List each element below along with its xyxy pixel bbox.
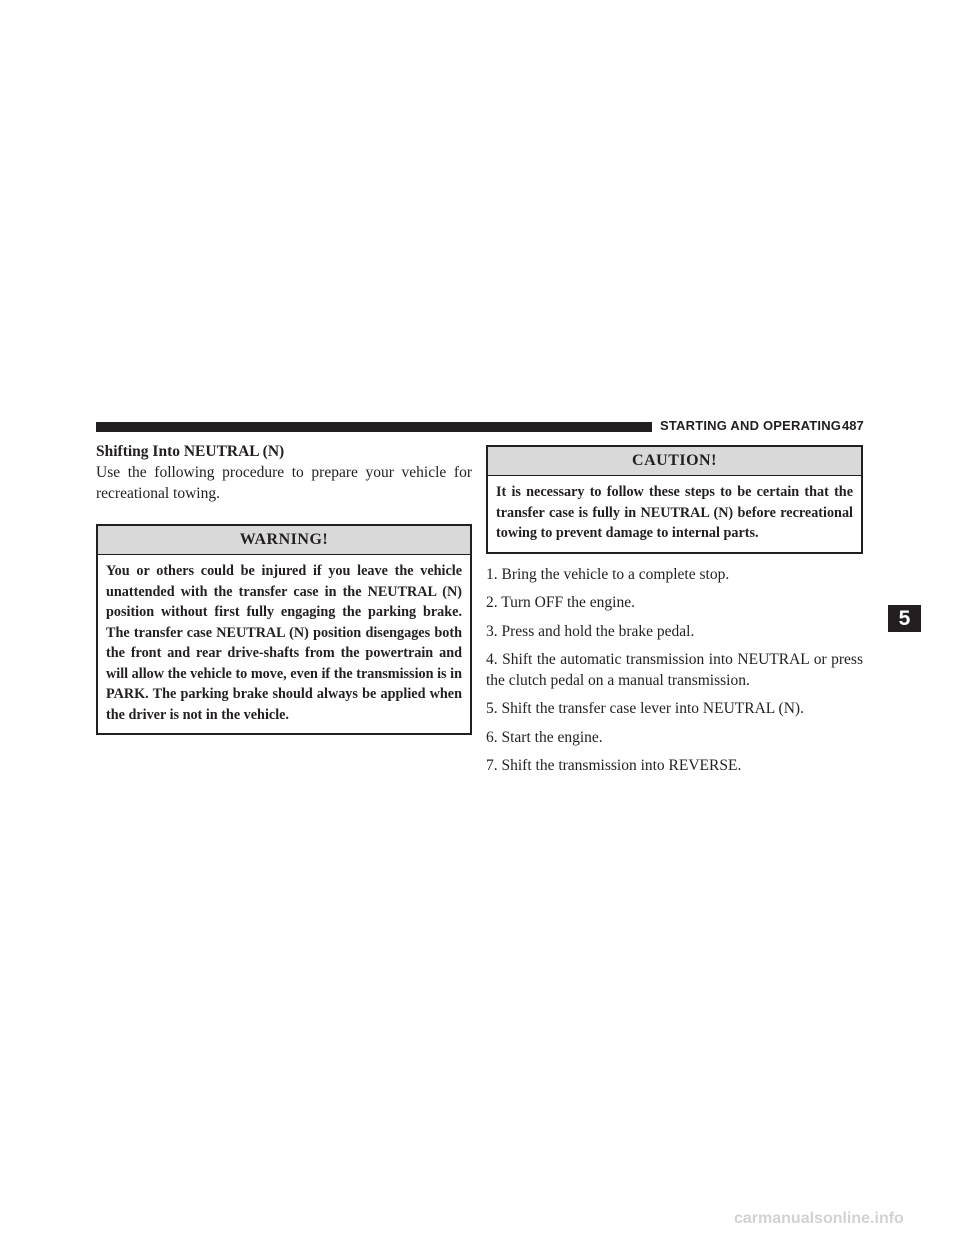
page-number: 487 [842, 418, 864, 433]
warning-title: WARNING! [98, 526, 470, 555]
step-item: 1. Bring the vehicle to a complete stop. [486, 565, 730, 583]
section-heading: Shifting Into NEUTRAL (N) [96, 443, 285, 460]
caution-title: CAUTION! [488, 447, 861, 476]
step-item: 3. Press and hold the brake pedal. [486, 622, 695, 640]
procedure-steps [486, 565, 863, 777]
step-item: 2. Turn OFF the engine. [486, 594, 635, 611]
intro-paragraph: Use the following procedure to prepare your vehicle for recreational towing. [96, 464, 472, 502]
caution-body: It is necessary to follow these steps to be certain that the transfer case is fully in NEUTRAL (N) before recreational towing to prevent damage to internal parts. [496, 484, 853, 541]
left-column [96, 442, 472, 735]
step-item: 5. Shift the transfer case lever into NEUTRAL (N). [486, 700, 804, 717]
warning-body: You or others could be injured if you leave the vehicle unattended with the transfer case in the NEUTRAL (N) position without first fully engaging the parking brake. The transfer case NEUTRAL (N) position disengages both the front and rear drive-shafts from the powertrain and will allow the vehicle to move, even if the transmission is in PARK. The parking brake should always be applied when the driver is not in the vehicle. [106, 563, 462, 723]
section-title: STARTING AND OPERATING [660, 418, 842, 433]
step-item: 6. Start the engine. [486, 728, 603, 746]
chapter-tab: 5 [888, 605, 921, 632]
watermark: carmanualsonline.info [734, 1210, 904, 1227]
warning-box [96, 524, 472, 735]
caution-box [486, 445, 863, 554]
step-item: 4. Shift the automatic transmission into NEUTRAL or press the clutch pedal on a manual transmission. [486, 651, 863, 689]
right-column [486, 445, 863, 785]
header-rule [96, 422, 652, 432]
step-item: 7. Shift the transmission into REVERSE. [486, 757, 742, 774]
